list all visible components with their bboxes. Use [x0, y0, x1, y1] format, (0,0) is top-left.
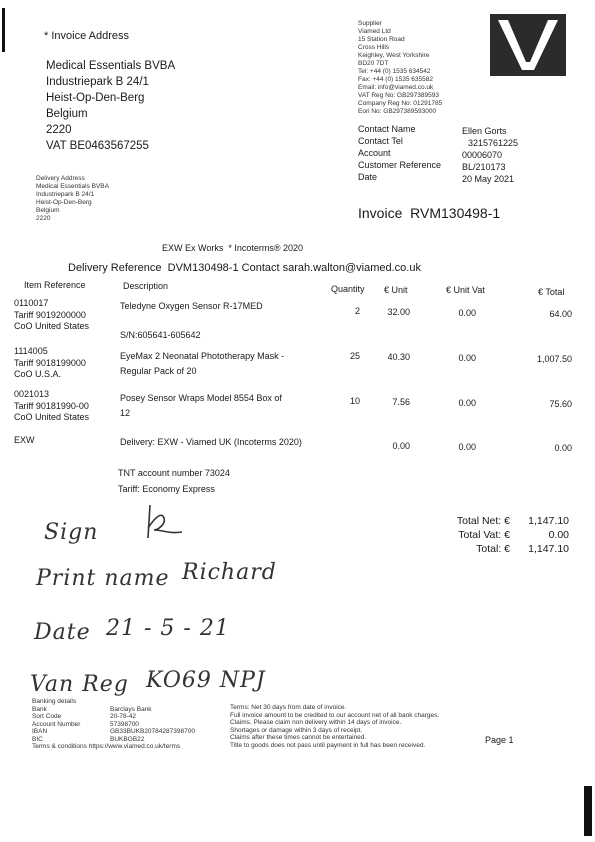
- header-item-reference: Item Reference: [24, 280, 86, 290]
- item-coo: CoO United States: [14, 321, 90, 331]
- item-total: 75.60: [549, 399, 572, 409]
- invoice-vat: VAT BE0463567255: [46, 140, 149, 152]
- item-tariff: Tariff 90181990-00: [14, 400, 89, 411]
- terms-block: Terms: Net 30 days from date of invoice. Full invoice amount to be credited to our account net of all bank charges. Claims. Please claim non delivery within 14 days of invoice. Shortages or damage within 3 days of receipt. Claims after these times cannot be entertained. Title to goods does not pass until payment in full has been received.: [230, 704, 440, 749]
- signature: [140, 500, 190, 540]
- supplier-line: Keighley, West Yorkshire: [358, 52, 430, 59]
- header-description: Description: [123, 281, 169, 291]
- incoterms: EXW Ex Works * Incoterms® 2020: [162, 243, 304, 253]
- item-unit: 32.00: [387, 307, 410, 317]
- van-reg-label: Van Reg: [30, 672, 129, 697]
- item-total: 64.00: [549, 309, 572, 319]
- item-tariff: Tariff 9018199000: [14, 357, 86, 368]
- item-description: EyeMax 2 Neonatal Phototherapy Mask - Regular Pack of 20: [120, 351, 285, 376]
- invoice-address-label: * Invoice Address: [44, 30, 129, 42]
- item-unit: 40.30: [387, 352, 410, 362]
- table-row: [14, 389, 89, 424]
- item-tariff: Tariff 9019200000: [14, 309, 86, 320]
- header-unit: € Unit: [384, 285, 408, 295]
- supplier-line: Viamed Ltd: [358, 28, 391, 35]
- item-total: 0.00: [554, 443, 572, 453]
- sign-label: Sign: [44, 520, 99, 545]
- item-qty: 10: [349, 396, 360, 406]
- item-description: Teledyne Oxygen Sensor R-17MED S/N:605641-605642: [120, 301, 263, 340]
- item-unit: 0.00: [392, 441, 410, 451]
- invoice-street: Industriepark B 24/1: [46, 76, 149, 88]
- item-vat: 0.00: [458, 398, 476, 408]
- van-reg-value: KO69 NPJ: [146, 668, 266, 693]
- date-value: 21 - 5 - 21: [106, 616, 230, 641]
- table-row: [14, 346, 86, 381]
- item-description: Posey Sensor Wraps Model 8554 Box of 12: [120, 393, 282, 418]
- supplier-line: Tel: +44 (0) 1535 634542: [358, 68, 431, 75]
- header-total: € Total: [538, 287, 565, 297]
- item-vat: 0.00: [458, 308, 476, 318]
- scan-mark-bottom-right: [584, 786, 592, 836]
- invoice-address-block: [46, 58, 175, 154]
- header-unit-vat: € Unit Vat: [446, 285, 485, 295]
- invoice-title: Invoice RVM130498-1: [358, 205, 501, 221]
- print-name-label: Print name: [36, 566, 170, 591]
- delivery-address-block: Delivery Address Medical Essentials BVBA Industriepark B 24/1 Heist-Op-Den-Berg Belgium 2220: [36, 175, 109, 222]
- item-qty: 2: [354, 306, 360, 316]
- totals-values: 1,147.10 0.00 1,147.10: [528, 515, 569, 555]
- invoice-country: Belgium: [46, 108, 88, 120]
- item-description: Delivery: EXW - Viamed UK (Incoterms 2020): [120, 437, 302, 447]
- supplier-line: Eori No: GB297389593000: [358, 108, 437, 115]
- item-ref: 1114005: [14, 346, 48, 356]
- invoice-city: Heist-Op-Den-Berg: [46, 92, 145, 104]
- item-ref: 0021013: [14, 389, 50, 399]
- supplier-line: BD20 7DT: [358, 60, 389, 67]
- totals-labels: Total Net: € Total Vat: € Total: €: [456, 515, 510, 555]
- item-unit: 7.56: [392, 397, 410, 407]
- logo-v-icon: [490, 14, 566, 76]
- contact-labels: Contact Name Contact Tel Account Customer Reference Date: [358, 124, 442, 182]
- item-vat: 0.00: [458, 442, 476, 452]
- invoice-company: Medical Essentials BVBA: [46, 60, 176, 72]
- table-row: [14, 435, 35, 447]
- supplier-line: Cross Hills: [358, 44, 390, 51]
- supplier-line: VAT Reg No: GB297389593: [358, 92, 439, 99]
- banking-title: Banking details: [32, 698, 77, 705]
- item-total: 1,007.50: [536, 354, 572, 364]
- banking-values: Barclays Bank 20-78-42 57398700 GB33BUKB20784287398700 BUKBGB22: [110, 705, 195, 743]
- scan-mark-top-left: [2, 8, 5, 52]
- supplier-line: Fax: +44 (0) 1535 635582: [358, 76, 433, 83]
- contact-values: Ellen Gorts 3215761225 00006070 BL/210173 20 May 2021: [462, 126, 519, 184]
- banking-labels: Banking details Bank Sort Code Account Number IBAN BIC Terms & conditions https://www.viamed.co.uk/terms: [32, 698, 181, 750]
- item-ref: EXW: [14, 435, 35, 445]
- header-quantity: Quantity: [331, 284, 365, 294]
- delivery-reference: Delivery Reference DVM130498-1 Contact sarah.walton@viamed.co.uk: [68, 262, 421, 274]
- supplier-line: 15 Station Road: [358, 36, 405, 43]
- viamed-logo: [490, 14, 566, 76]
- item-vat: 0.00: [458, 353, 476, 363]
- tnt-info: TNT account number 73024 Tariff: Economy Express: [118, 468, 230, 494]
- supplier-line: Email: info@viamed.co.uk: [358, 84, 434, 91]
- table-row: [14, 298, 89, 333]
- invoice-postcode: 2220: [46, 124, 72, 136]
- item-ref: 0110017: [14, 298, 49, 308]
- supplier-label: Supplier: [358, 20, 382, 27]
- print-name-value: Richard: [182, 560, 277, 585]
- page-number: Page 1: [485, 735, 514, 745]
- supplier-block: [358, 20, 442, 116]
- item-qty: 25: [349, 351, 360, 361]
- item-coo: CoO U.S.A.: [14, 369, 62, 379]
- date-label: Date: [34, 620, 91, 645]
- item-coo: CoO United States: [14, 412, 90, 422]
- supplier-line: Company Reg No: 01291785: [358, 100, 443, 107]
